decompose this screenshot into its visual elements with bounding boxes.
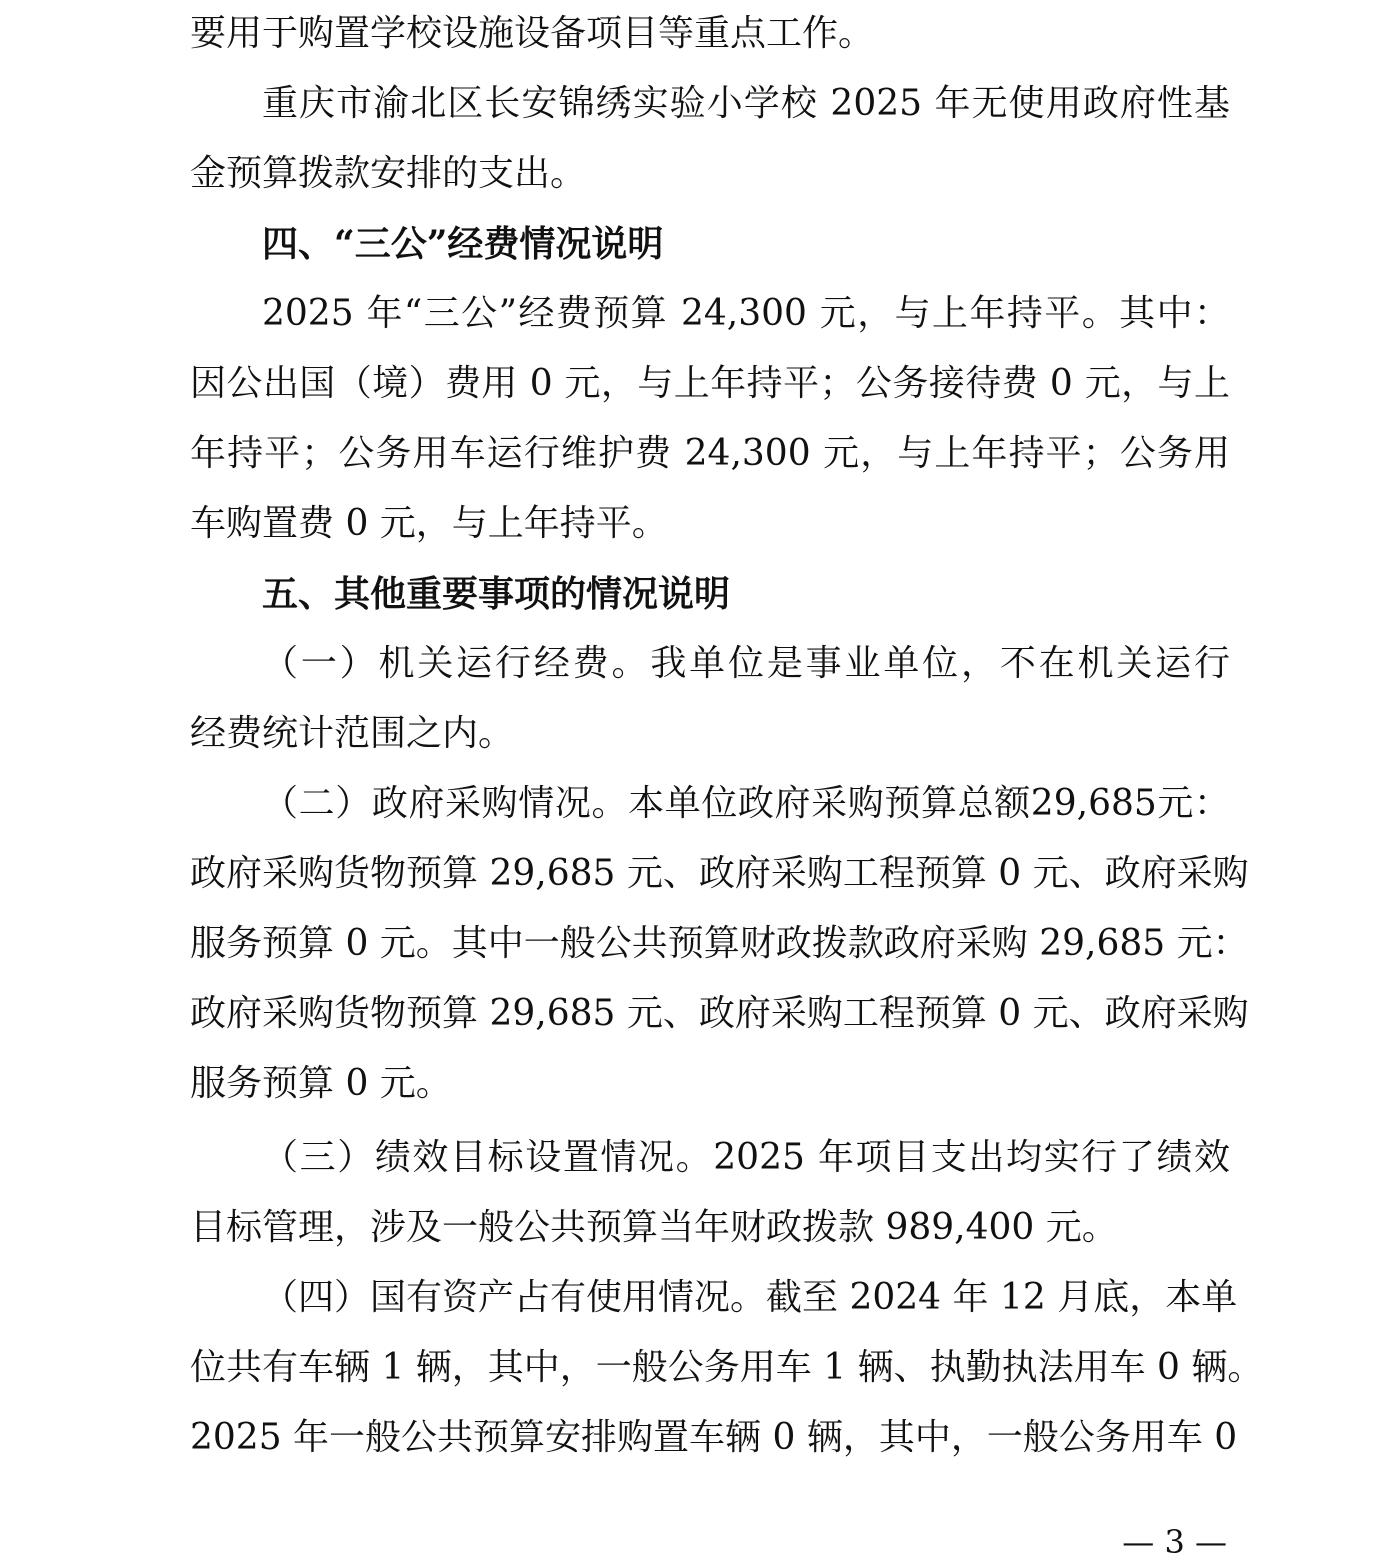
section-heading: 五、其他重要事项的情况说明 [262,573,731,615]
paragraph-line: 2025 年“三公”经费预算 24,300 元，与上年持平。其中： [262,293,1230,334]
page-number: — 3 — [1122,1523,1227,1561]
paragraph-line: 要用于购置学校设施设备项目等重点工作。 [190,13,875,54]
paragraph-line: 重庆市渝北区长安锦绣实验小学校 2025 年无使用政府性基 [262,83,1230,124]
paragraph-line: 2025 年一般公共预算安排购置车辆 0 辆，其中，一般公务用车 0 [190,1417,1238,1458]
paragraph-line: 位共有车辆 1 辆，其中，一般公务用车 1 辆、执勤执法用车 0 辆。 [190,1347,1264,1388]
paragraph-line: 政府采购货物预算 29,685 元、政府采购工程预算 0 元、政府采购 [190,993,1249,1034]
paragraph-line: 车购置费 0 元，与上年持平。 [190,503,668,544]
paragraph-line: 目标管理，涉及一般公共预算当年财政拨款 989,400 元。 [190,1207,1118,1248]
paragraph-line: 服务预算 0 元。其中一般公共预算财政拨款政府采购 29,685 元： [190,923,1249,964]
paragraph-line: 服务预算 0 元。 [190,1063,452,1104]
paragraph-line: 政府采购货物预算 29,685 元、政府采购工程预算 0 元、政府采购 [190,853,1249,894]
paragraph-line: 因公出国（境）费用 0 元，与上年持平；公务接待费 0 元，与上 [190,363,1230,404]
paragraph-line: （三）绩效目标设置情况。2025 年项目支出均实行了绩效 [262,1137,1230,1178]
paragraph-line: （一）机关运行经费。我单位是事业单位，不在机关运行 [262,643,1230,684]
section-heading: 四、“三公”经费情况说明 [262,223,664,265]
paragraph-line: （四）国有资产占有使用情况。截至 2024 年 12 月底，本单 [262,1277,1238,1318]
paragraph-line: 金预算拨款安排的支出。 [190,153,587,194]
paragraph-line: 年持平；公务用车运行维护费 24,300 元，与上年持平；公务用 [190,433,1230,474]
paragraph-line: 经费统计范围之内。 [190,713,515,754]
paragraph-line: （二）政府采购情况。本单位政府采购预算总额29,685元： [262,783,1230,824]
